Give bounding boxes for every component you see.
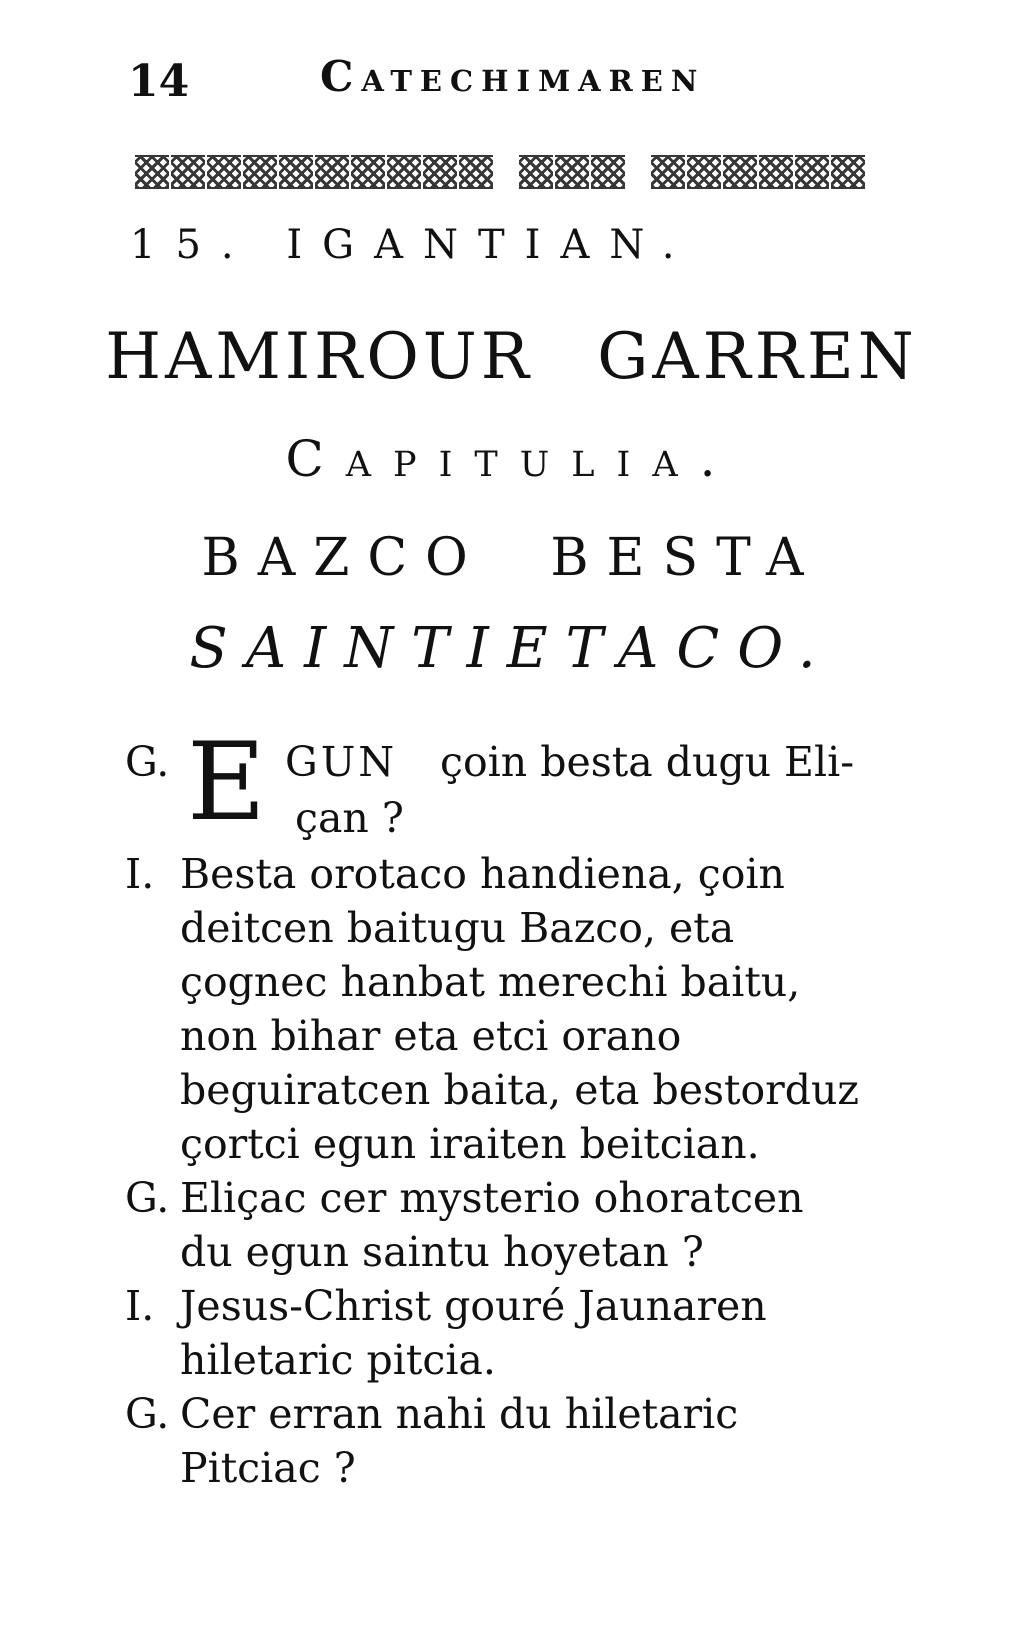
question-text: Eliçac cer mysterio ohoratcen du egun saintu hoyetan ? bbox=[180, 1174, 804, 1276]
first-question-cap-word: GUN bbox=[285, 738, 398, 786]
answer-paragraph bbox=[125, 847, 865, 1171]
ornament-icon bbox=[687, 155, 721, 189]
page-number: 14 bbox=[128, 56, 190, 107]
ornament-icon bbox=[171, 155, 205, 189]
ornament-icon bbox=[795, 155, 829, 189]
answer-paragraph bbox=[125, 1279, 865, 1387]
catechism-body bbox=[125, 720, 865, 1495]
ornament-icon bbox=[519, 155, 553, 189]
running-title: Catechimaren bbox=[320, 52, 706, 101]
answer-text: Besta orotaco handiena, çoin deitcen baitugu Bazco, eta çognec hanbat merechi baitu, non bihar eta etci orano beguiratcen baita, eta bestorduz çortci egun iraiten beitcian. bbox=[180, 850, 860, 1168]
ornament-icon bbox=[423, 155, 457, 189]
chapter-title-line2: Capitulia. bbox=[285, 430, 738, 488]
ornament-icon bbox=[315, 155, 349, 189]
chapter-title-line4: SAINTIETACO. bbox=[189, 616, 834, 681]
ornament-icon bbox=[591, 155, 625, 189]
question-paragraph bbox=[125, 1387, 865, 1495]
ornament-icon bbox=[459, 155, 493, 189]
decorative-ornament-band bbox=[135, 150, 865, 194]
question-text: Cer erran nahi du hiletaric Pitciac ? bbox=[180, 1390, 739, 1492]
ornament-icon bbox=[651, 155, 685, 189]
ornament-icon bbox=[831, 155, 865, 189]
question-mark-label: G. bbox=[125, 1174, 170, 1222]
drop-cap: E bbox=[187, 720, 266, 845]
chapter-number: 15. IGANTIAN. bbox=[130, 222, 695, 268]
chapter-title-line1: HAMIROUR GARREN bbox=[105, 320, 918, 394]
ornament-icon bbox=[759, 155, 793, 189]
answer-mark-label: I. bbox=[125, 1282, 155, 1330]
question-mark-label: G. bbox=[125, 738, 170, 786]
chapter-title-line3: BAZCO BESTA bbox=[201, 528, 822, 588]
ornament-icon bbox=[387, 155, 421, 189]
question-paragraph bbox=[125, 1171, 865, 1279]
question-mark-label: G. bbox=[125, 1390, 170, 1438]
ornament-icon bbox=[207, 155, 241, 189]
first-question-line1: çoin besta dugu Eli- bbox=[440, 738, 855, 786]
ornament-icon bbox=[723, 155, 757, 189]
answer-text: Jesus-Christ gouré Jaunaren hiletaric pitcia. bbox=[180, 1282, 767, 1384]
answer-mark-label: I. bbox=[125, 850, 155, 898]
ornament-icon bbox=[351, 155, 385, 189]
ornament-icon bbox=[135, 155, 169, 189]
first-question bbox=[125, 720, 865, 847]
running-head bbox=[0, 48, 1023, 108]
ornament-icon bbox=[279, 155, 313, 189]
ornament-icon bbox=[243, 155, 277, 189]
ornament-icon bbox=[555, 155, 589, 189]
first-question-line2: çan ? bbox=[295, 794, 404, 842]
